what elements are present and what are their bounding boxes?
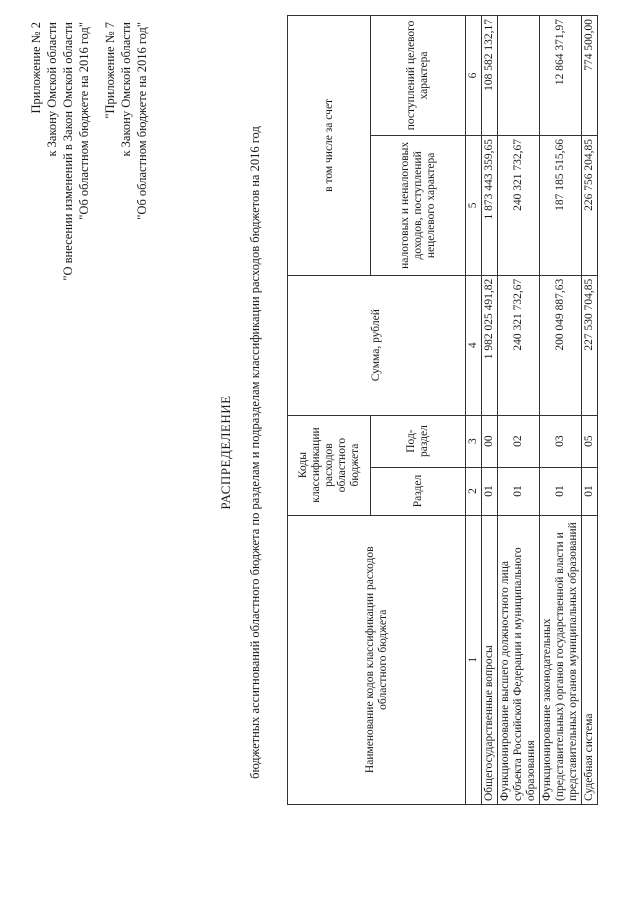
row-name: Функционирование законодательных (представительных) органов государственной власти и представительных органов муниципальных образований [540,515,582,804]
index-cell: 6 [466,16,482,136]
table-row [498,16,540,805]
row-section: 01 [582,467,598,515]
document-title: РАСПРЕДЕЛЕНИЕ [218,395,233,510]
row-targeted-revenue: 108 582 132,17 [482,16,498,136]
header-codes: Коды классификации расходов областного бюджета [288,415,371,515]
index-cell: 1 [466,515,482,804]
row-subsection: 00 [482,415,498,467]
table-row [582,16,598,805]
index-cell: 3 [466,415,482,467]
budget-allocation-table [287,15,598,805]
appendix-number: Приложение № 2 [29,22,43,114]
row-tax-revenue: 240 321 732,67 [498,135,540,275]
appendix-law-reference: к Закону Омской области [45,22,59,157]
table-row [482,16,498,805]
appendix-current-header [28,22,92,281]
appendix-amendment-title: "О внесении изменений в Закон Омской области [61,22,75,281]
index-cell: 4 [466,275,482,415]
header-section: Раздел [371,467,466,515]
appendix-original-header [102,22,150,220]
row-subsection: 03 [540,415,582,467]
row-sum: 240 321 732,67 [498,275,540,415]
row-targeted-revenue [498,16,540,136]
index-row [466,16,482,805]
row-name: Функционирование высшего должностного лица субъекта Российской Федерации и муниципального образования [498,515,540,804]
header-sum: Сумма, рублей [288,275,466,415]
document-subtitle: бюджетных ассигнований областного бюджета по разделам и подразделам классификации расходов бюджетов на 2016 год [248,126,262,779]
table-row [540,16,582,805]
row-tax-revenue: 1 873 443 359,65 [482,135,498,275]
row-name: Общегосударственные вопросы [482,515,498,804]
header-targeted-revenue: поступлений целевого характера [371,16,466,136]
appendix-law-reference: к Закону Омской области [119,22,133,157]
row-subsection: 05 [582,415,598,467]
row-sum: 1 982 025 491,82 [482,275,498,415]
header-name: Наименование кодов классификации расходов областного бюджета [288,515,466,804]
index-cell: 2 [466,467,482,515]
row-section: 01 [540,467,582,515]
appendix-number: "Приложение № 7 [103,22,117,119]
appendix-budget-law-title: "Об областном бюджете на 2016 год" [77,22,91,220]
row-section: 01 [482,467,498,515]
header-tax-revenue: налоговых и неналоговых доходов, поступлений нецелевого характера [371,135,466,275]
row-name: Судебная система [582,515,598,804]
row-sum: 200 049 887,63 [540,275,582,415]
header-including: в том числе за счет [288,16,371,276]
row-sum: 227 530 704,85 [582,275,598,415]
index-cell: 5 [466,135,482,275]
row-subsection: 02 [498,415,540,467]
header-subsection: Под-раздел [371,415,466,467]
row-tax-revenue: 187 185 515,66 [540,135,582,275]
header-row [288,16,371,805]
row-targeted-revenue: 774 500,00 [582,16,598,136]
row-section: 01 [498,467,540,515]
appendix-budget-law-title: "Об областном бюджете на 2016 год" [135,22,149,220]
row-targeted-revenue: 12 864 371,97 [540,16,582,136]
row-tax-revenue: 226 756 204,85 [582,135,598,275]
